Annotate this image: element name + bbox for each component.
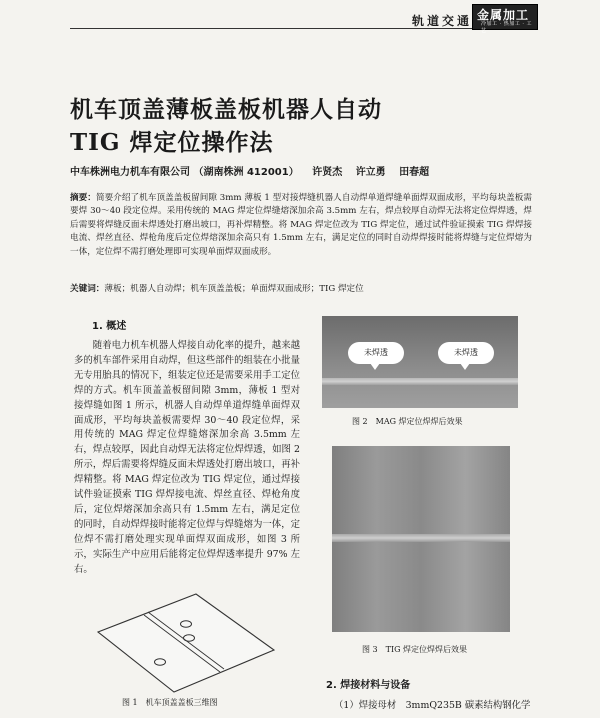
journal-logo [472, 4, 538, 34]
abstract [70, 192, 532, 259]
weld-bead [332, 534, 510, 542]
figure3-caption: 图 3 TIG 焊定位焊焊后效果 [362, 645, 468, 654]
figure1-cover-plate-drawing [92, 590, 278, 696]
keywords-text: 薄板；机器人自动焊；机车顶盖盖板；单面焊双面成形；TIG 焊定位 [104, 284, 364, 294]
section-heading-overview: 1. 概述 [92, 321, 127, 332]
callout-not-penetrated: 未焊透 [348, 342, 404, 364]
section-body-overview: 随着电力机车机器人焊接自动化率的提升，越来越多的机车部件采用自动焊，但这些部件的组装在小批量无专用胎具的情况下，组装定位还是需要采用手工定位焊的方式。机车顶盖盖板留间隙 3mm，薄板 1 型对接焊缝如图 1 所示，机器人自动焊单道焊缝单面焊双面成形，平均每块盖板需要焊 30～40 段定位焊，采用传统的 MAG 焊定位焊缝熔深加余高 3.5mm 左右，焊点较厚，因此自动焊无法将定位焊焊透，如图 2 所示，焊后需要将焊缝反面未焊透处打磨出坡口，再补焊精整。将 MAG 焊定位改为 TIG 焊定位，通过焊接试件验证摸索 TIG 焊焊接电流、焊丝直径、焊枪角度后，定位焊熔深加余高只有 1.5mm 左右，满足定位的同时，自动焊焊接时能将定位焊与焊缝熔为一体，定位焊不需打磨处理实现单面焊双面成形，如图 3 所示，实际生产中应用后能将定位焊焊透率提升 97% 左右。 [74, 340, 300, 575]
callout-not-penetrated: 未焊透 [438, 342, 494, 364]
author-name: 田春超 [399, 167, 430, 178]
keywords [70, 282, 532, 294]
article-title-line1: 机车顶盖薄板盖板机器人自动 [70, 96, 382, 123]
figure1-caption: 图 1 机车顶盖盖板三维图 [122, 698, 218, 707]
section-body-materials: （1）焊接母材 3mmQ235B 碳素结构钢化学 [334, 700, 531, 711]
figure2-mag-weld-photo [322, 316, 518, 408]
abstract-label: 摘要： [70, 193, 96, 203]
section-heading-materials: 2. 焊接材料与设备 [326, 680, 411, 691]
abstract-text: 简要介绍了机车顶盖盖板留间隙 3mm 薄板 1 型对接焊缝机器人自动焊单道焊缝单面焊双面成形，平均每块盖板需要焊 30～40 段定位焊。采用传统的 MAG 焊定位焊缝熔深加余高 3.5mm 左右，焊点较厚自动焊无法将定位焊焊透，焊后需要将焊缝反面未焊透处打磨出坡口，再补焊精整。将 MAG 焊定位改为 TIG 焊定位，通过试件验证摸索 TIG 焊焊接电流、焊丝直径、焊枪角度后定位焊熔深加余高只有 1.5mm 左右，满足定位的同时自动焊焊接时能将焊缝与定位焊熔为一体，定位焊不需打磨处理即可实现单面焊双面成形。 [70, 193, 532, 257]
cover-plate-outline [98, 594, 274, 692]
journal-logo-sub: 冷加工 · 热加工 · 工艺 [481, 21, 533, 34]
journal-section-tag: 轨道交通 [412, 14, 473, 28]
author-line [70, 163, 429, 178]
weld-bead [322, 378, 518, 385]
journal-logo-main: 金属加工 [477, 8, 530, 22]
article-title-line2: TIG 焊定位操作法 [70, 129, 274, 156]
affiliation: 中车株洲电力机车有限公司 （湖南株洲 412001） [70, 167, 299, 178]
figure3-tig-weld-photo [332, 446, 510, 632]
keywords-label: 关键词： [70, 284, 105, 294]
figure2-caption: 图 2 MAG 焊定位焊焊后效果 [352, 417, 463, 426]
author-name: 许贤杰 [312, 167, 343, 178]
author-name: 许立勇 [355, 167, 386, 178]
